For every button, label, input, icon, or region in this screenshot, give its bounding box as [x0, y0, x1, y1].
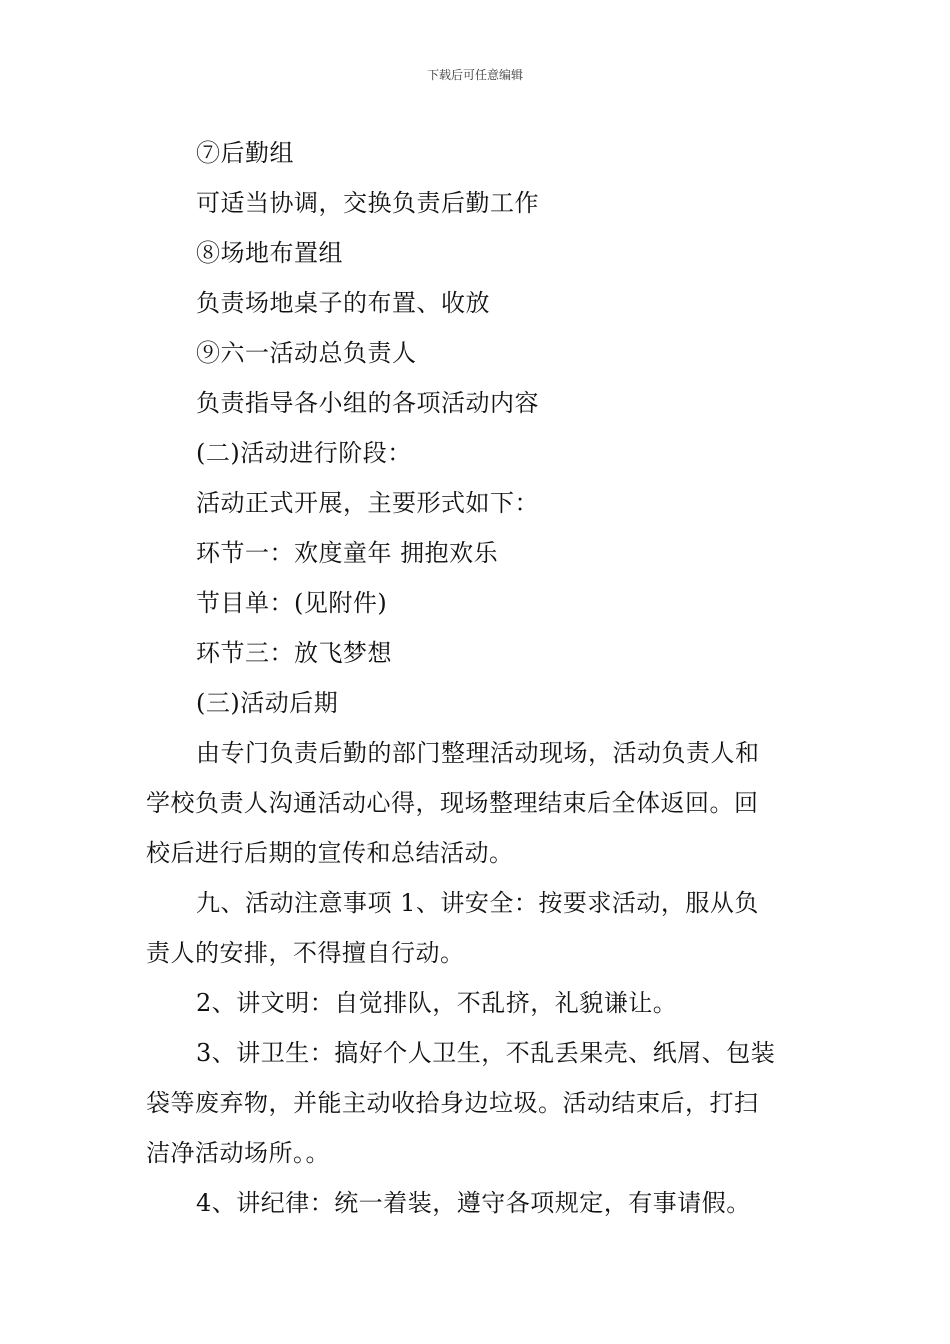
paragraph-line: 4、讲纪律：统一着装，遵守各项规定，有事请假。 [196, 1189, 751, 1217]
text-line: 活动正式开展，主要形式如下： [196, 489, 539, 517]
text-line: 可适当协调，交换负责后勤工作 [196, 189, 539, 217]
paragraph-line: 校后进行后期的宣传和总结活动。 [146, 839, 514, 867]
paragraph-civility [146, 978, 810, 1028]
paragraph-notes [146, 878, 810, 978]
text-line: ⑧场地布置组 [196, 239, 343, 267]
section-heading: (三)活动后期 [196, 689, 339, 717]
paragraph-line: 学校负责人沟通活动心得，现场整理结束后全体返回。回 [146, 789, 759, 817]
paragraph-line: 袋等废弃物，并能主动收拾身边垃圾。活动结束后，打扫 [146, 1089, 759, 1117]
text-line: ⑨六一活动总负责人 [196, 339, 417, 367]
text-line: ⑦后勤组 [196, 139, 294, 167]
paragraph-line: 责人的安排，不得擅自行动。 [146, 939, 465, 967]
paragraph-hygiene [146, 1028, 810, 1178]
paragraph-discipline [146, 1178, 810, 1228]
text-line: 环节三：放飞梦想 [196, 639, 392, 667]
section-heading: (二)活动进行阶段： [196, 439, 412, 467]
paragraph-cleanup [146, 728, 810, 878]
page-header: 下载后可任意编辑 [426, 68, 523, 82]
paragraph-line: 3、讲卫生：搞好个人卫生，不乱丢果壳、纸屑、包装 [196, 1039, 776, 1067]
text-line: 节目单：(见附件) [196, 589, 388, 617]
paragraph-line: 由专门负责后勤的部门整理活动现场，活动负责人和 [196, 739, 760, 767]
document-body [146, 128, 810, 1228]
paragraph-line: 洁净活动场所。。 [146, 1139, 330, 1167]
paragraph-line: 2、讲文明：自觉排队，不乱挤，礼貌谦让。 [196, 989, 678, 1017]
text-line: 环节一：欢度童年 拥抱欢乐 [196, 539, 499, 567]
text-line: 负责场地桌子的布置、收放 [196, 289, 490, 317]
text-line: 负责指导各小组的各项活动内容 [196, 389, 539, 417]
paragraph-line: 九、活动注意事项 1、讲安全：按要求活动，服从负 [196, 889, 759, 917]
